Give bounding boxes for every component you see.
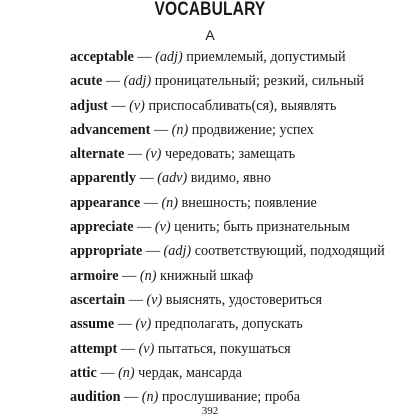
vocabulary-entry [70, 94, 415, 118]
entry-part-of-speech: (adj) [163, 243, 192, 260]
vocabulary-entry [70, 69, 415, 93]
entry-word: advancement [70, 121, 151, 138]
entry-part-of-speech: (v) [154, 219, 171, 236]
entry-word: appearance [70, 194, 141, 211]
entry-word: adjust [70, 97, 108, 114]
section-letter: A [205, 27, 215, 43]
entry-word: armoire [70, 267, 119, 284]
entry-translation: внешность; появление [177, 194, 317, 211]
entry-word: alternate [70, 146, 125, 163]
entry-word: appropriate [70, 243, 143, 260]
entry-part-of-speech: (n) [139, 267, 157, 284]
vocabulary-entry [70, 166, 415, 190]
entry-dash: — [107, 97, 130, 114]
entry-part-of-speech: (n) [161, 194, 178, 211]
entry-dash: — [124, 146, 146, 163]
entry-part-of-speech: (v) [145, 146, 162, 163]
vocabulary-entry [70, 118, 415, 142]
entry-translation: приспосабливать(ся), выявлять [144, 97, 337, 114]
entry-dash: — [142, 243, 164, 260]
vocabulary-entry [70, 215, 415, 239]
page-title: VOCABULARY [154, 0, 266, 20]
entry-part-of-speech: (v) [138, 340, 155, 357]
entry-part-of-speech: (adv) [157, 170, 188, 187]
entry-word: assume [70, 316, 115, 333]
entry-translation: пытаться, покушаться [154, 340, 291, 357]
entry-translation: приемлемый, допустимый [182, 49, 346, 65]
entry-part-of-speech: (n) [141, 389, 159, 406]
entry-dash: — [133, 49, 156, 65]
entry-translation: предполагать, допускать [151, 316, 303, 333]
entry-dash: — [150, 121, 172, 138]
entry-translation: чередовать; замещать [161, 146, 296, 163]
entry-part-of-speech: (adj) [155, 49, 183, 65]
vocabulary-entry [70, 337, 415, 361]
entry-translation: книжный шкаф [156, 267, 254, 284]
entry-part-of-speech: (adj) [123, 73, 152, 90]
entry-dash: — [125, 291, 147, 308]
entry-translation: ценить; быть признательным [170, 219, 350, 236]
vocabulary-entry [70, 288, 415, 312]
vocabulary-entry [70, 361, 415, 385]
entry-word: acceptable [70, 49, 134, 65]
vocabulary-entry [70, 191, 415, 215]
entry-part-of-speech: (n) [171, 121, 189, 138]
vocabulary-entry [70, 142, 415, 166]
entry-dash: — [135, 170, 158, 187]
entry-part-of-speech: (v) [135, 316, 152, 333]
entry-part-of-speech: (v) [146, 291, 163, 308]
entry-word: audition [70, 389, 121, 406]
entry-word: ascertain [70, 291, 126, 308]
entry-dash: — [96, 364, 119, 381]
entry-word: apparently [70, 170, 136, 187]
vocabulary-entry [70, 312, 415, 336]
entry-dash: — [133, 219, 155, 236]
entry-translation: продвижение; успех [188, 121, 314, 138]
vocabulary-list [70, 45, 415, 409]
entry-translation: чердак, мансарда [134, 364, 242, 381]
vocabulary-entry [70, 45, 415, 69]
entry-dash: — [140, 194, 162, 211]
entry-word: attempt [70, 340, 118, 357]
entry-translation: видимо, явно [187, 170, 271, 187]
entry-part-of-speech: (n) [118, 364, 135, 381]
entry-translation: прослушивание; проба [158, 389, 301, 406]
entry-translation: выяснять, удостовериться [162, 291, 323, 308]
entry-translation: соответствующий, подходящий [191, 243, 385, 260]
entry-word: appreciate [70, 219, 134, 236]
entry-dash: — [102, 73, 124, 90]
entry-dash: — [114, 316, 136, 333]
vocabulary-entry [70, 264, 415, 288]
page-number: 392 [201, 405, 219, 417]
vocabulary-entry [70, 239, 415, 263]
entry-word: acute [70, 73, 103, 90]
entry-dash: — [117, 340, 139, 357]
entry-dash: — [120, 389, 142, 406]
entry-part-of-speech: (v) [129, 97, 145, 114]
entry-word: attic [70, 364, 97, 381]
entry-translation: проницательный; резкий, сильный [151, 73, 364, 90]
entry-dash: — [118, 267, 140, 284]
